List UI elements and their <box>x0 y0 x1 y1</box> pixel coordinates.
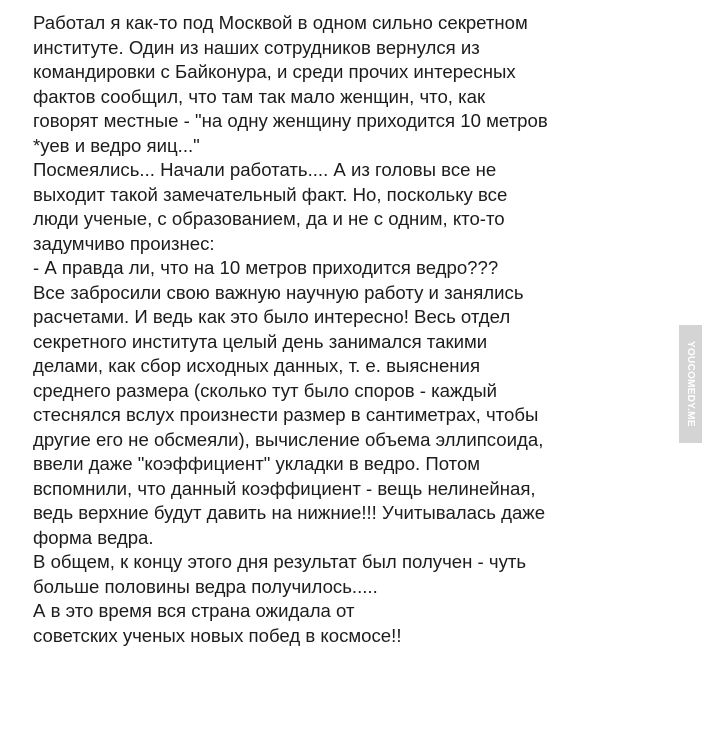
post-line-21: ведь верхние будут давить на нижние!!! Учитывалась даже <box>33 502 546 523</box>
post-line-1: Работал я как-то под Москвой в одном сильно секретном <box>33 12 528 33</box>
post-line-6: *уев и ведро яиц..." <box>33 134 200 156</box>
post-line-9: люди ученые, с образованием, да и не с одним, кто-то <box>33 208 505 229</box>
post-line-14: секретного института целый день занимался такими <box>33 330 488 352</box>
post-line-12: Все забросили свою важную научную работу и занялись <box>33 281 524 303</box>
post-line-4: фактов сообщил, что там так мало женщин, что, как <box>33 85 486 107</box>
post-line-16: среднего размера (сколько тут было споров - каждый <box>33 379 498 401</box>
post-line-13: расчетами. И ведь как это было интересно! Весь отдел <box>33 306 511 327</box>
post-line-11: - А правда ли, что на 10 метров приходится ведро??? <box>33 257 499 278</box>
post-line-5: говорят местные - "на одну женщину приходится 10 метров <box>33 110 548 131</box>
post-line-22: форма ведра. <box>33 526 154 548</box>
post-line-2: институте. Один из наших сотрудников вернулся из <box>33 36 480 58</box>
post-line-10: задумчиво произнес: <box>33 232 215 254</box>
post-line-23: В общем, к концу этого дня результат был получен - чуть <box>33 551 527 572</box>
post-line-3: командировки с Байконура, и среди прочих интересных <box>33 61 516 82</box>
post-line-26: советских ученых новых побед в космосе!! <box>33 624 402 646</box>
post-line-7: Посмеялись... Начали работать.... А из головы все не <box>33 159 497 180</box>
post-line-25: А в это время вся страна ожидала от <box>33 600 355 621</box>
post-text <box>33 11 693 648</box>
site-watermark: YOUCOMEDY.ME <box>679 325 702 443</box>
post-line-18: другие его не обсмеяли), вычисление объема эллипсоида, <box>33 428 544 450</box>
post-line-24: больше половины ведра получилось..... <box>33 575 378 597</box>
post-line-19: ввели даже "коэффициент" укладки в ведро. Потом <box>33 453 481 474</box>
post-line-15: делами, как сбор исходных данных, т. е. выяснения <box>33 355 481 376</box>
post-line-8: выходит такой замечательный факт. Но, поскольку все <box>33 183 508 205</box>
post-line-17: стеснялся вслух произнести размер в сантиметрах, чтобы <box>33 404 539 425</box>
post-line-20: вспомнили, что данный коэффициент - вещь нелинейная, <box>33 477 536 499</box>
